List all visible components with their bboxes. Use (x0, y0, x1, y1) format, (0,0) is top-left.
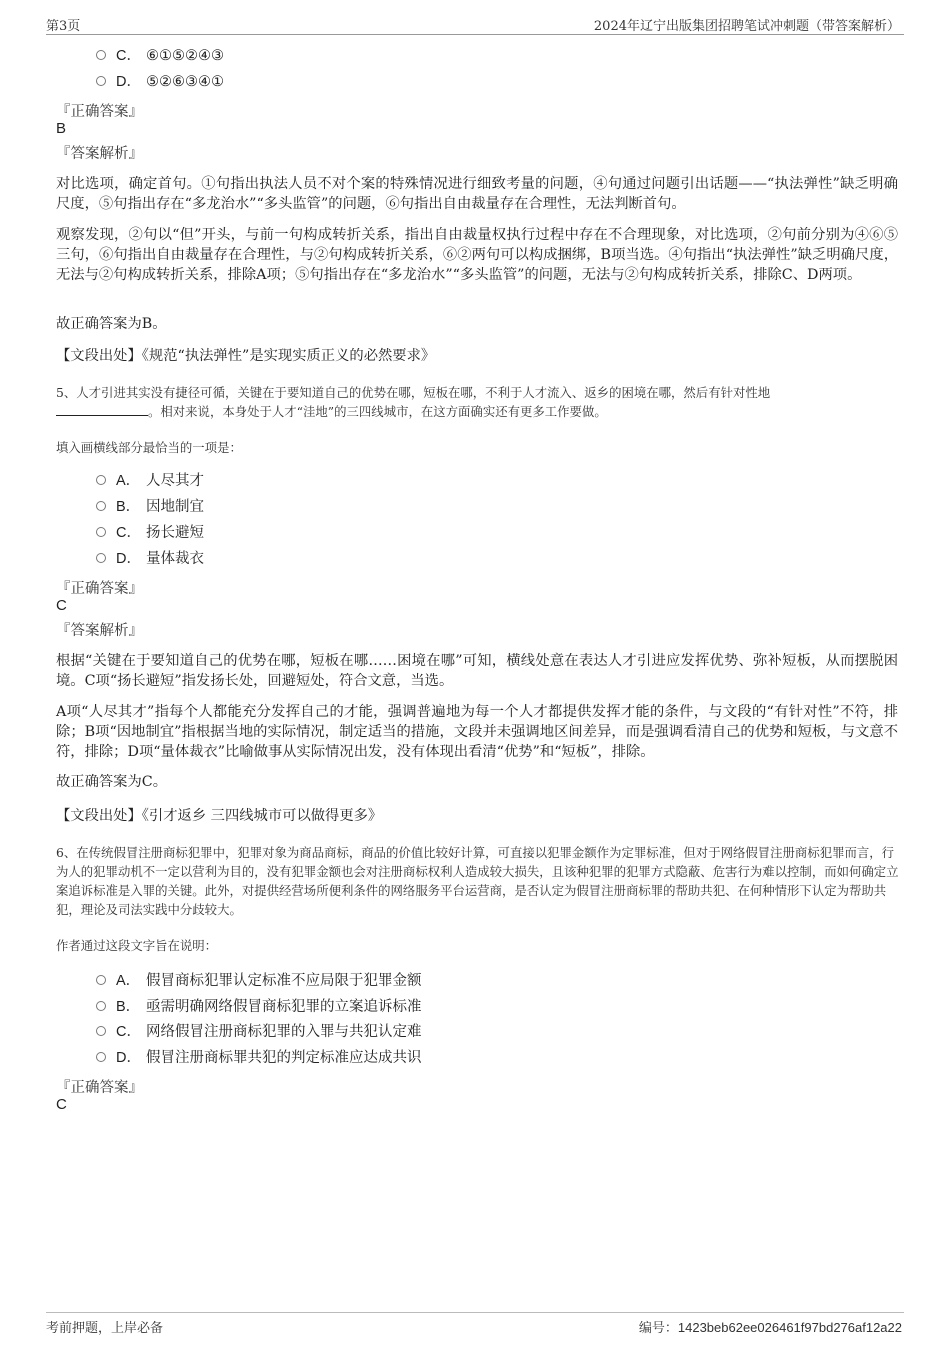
document-id: 编号：1423beb62ee026461f97bd276af12a22 (638, 1320, 902, 1335)
q4-analysis-paragraph: 对比选项，确定首句。①句指出执法人员不对个案的特殊情况进行细致考量的问题，④句通过问题引出话题——“执法弹性”缺乏明确尺度，⑤句指出存在“多龙治水”“多头监管”的问题，⑥句指出自由裁量存在合理性，无法判断首句。 (56, 176, 898, 212)
q5-prompt: 填入画横线部分最恰当的一项是： (56, 440, 242, 455)
radio-icon[interactable] (96, 50, 106, 60)
q4-answer: B (56, 120, 67, 137)
q5-answer-label: 『正确答案』 (56, 581, 143, 597)
q5-analysis-label: 『答案解析』 (56, 623, 143, 639)
q6-option-b[interactable]: B． 亟需明确网络假冒商标犯罪的立案追诉标准 (96, 997, 422, 1017)
q4-answer-label: 『正确答案』 (56, 104, 143, 120)
document-title: 2024年辽宁出版集团招聘笔试冲刺题（带答案解析） (593, 19, 900, 34)
q6-option-a[interactable]: A． 假冒商标犯罪认定标准不应局限于犯罪金额 (96, 971, 422, 991)
q4-analysis-label: 『答案解析』 (56, 146, 143, 162)
q5-answer: C (56, 597, 67, 614)
q6-question: 6、在传统假冒注册商标犯罪中，犯罪对象为商品商标，商品的价值比较好计算，可直接以犯罪金额作为定罪标准，但对于网络假冒注册商标犯罪而言，行为人的犯罪动机不一定以营利为目的，没有犯罪金额也会对注册商标权利人造成较大损失，且该种犯罪的犯罪方式隐蔽、危害行为难以控制，而如何确定立案追诉标准是入罪的关键。此外，对提供经营场所便利条件的网络服务平台运营商，是否认定为假冒注册商标罪的帮助共犯、在何种情形下认定为帮助共犯，理论及司法实践中分歧较大。 (56, 845, 899, 917)
q6-option-d[interactable]: D． 假冒注册商标罪共犯的判定标准应达成共识 (96, 1048, 422, 1068)
radio-icon[interactable] (96, 475, 106, 485)
page-header (46, 14, 904, 35)
q5-source: 【文段出处】《引才返乡 三四线城市可以做得更多》 (56, 808, 383, 824)
q5-option-b[interactable]: B． 因地制宜 (96, 497, 204, 517)
radio-icon[interactable] (96, 501, 106, 511)
q4-conclusion: 故正确答案为B。 (56, 316, 167, 332)
q6-answer-label: 『正确答案』 (56, 1080, 143, 1096)
fill-blank (56, 403, 148, 416)
radio-icon[interactable] (96, 1026, 106, 1036)
radio-icon[interactable] (96, 527, 106, 537)
footer-slogan: 考前押题，上岸必备 (46, 1321, 164, 1336)
q4-source: 【文段出处】《规范“执法弹性”是实现实质正义的必然要求》 (56, 348, 436, 364)
q5-analysis-paragraph: A项“人尽其才”指每个人都能充分发挥自己的才能，强调普遍地为每一个人才都提供发挥才能的条件，与文段的“有针对性”不符，排除；B项“因地制宜”指根据当地的实际情况，制定适当的措施，文段并未强调地区间差异，而是强调看清自己的优势和短板，与文意不符，排除；D项“量体裁衣”比喻做事从实际情况出发，没有体现出看清“优势”和“短板”，排除。 (56, 704, 898, 760)
q5-option-c[interactable]: C． 扬长避短 (96, 523, 204, 543)
q6-prompt: 作者通过这段文字旨在说明： (56, 938, 218, 953)
radio-icon[interactable] (96, 1052, 106, 1062)
q5-analysis-paragraph: 根据“关键在于要知道自己的优势在哪，短板在哪……困境在哪”可知，横线处意在表达人才引进应发挥优势、弥补短板，从而摆脱困境。C项“扬长避短”指发扬长处，回避短处，符合文意，当选。 (56, 653, 898, 689)
radio-icon[interactable] (96, 1001, 106, 1011)
q5-question: 5、人才引进其实没有捷径可循，关键在于要知道自己的优势在哪，短板在哪，不利于人才流入、返乡的困境在哪，然后有针对性地 。相对来说，本身处于人才“洼地”的三四线城市，在这方面确实还有更多工作要做。 (56, 385, 771, 419)
q4-option-c[interactable]: C． ⑥①⑤②④③ (96, 46, 224, 66)
q4-option-d[interactable]: D． ⑤②⑥③④① (96, 72, 224, 92)
page-footer (46, 1312, 904, 1337)
q6-option-c[interactable]: C． 网络假冒注册商标犯罪的入罪与共犯认定难 (96, 1022, 422, 1042)
radio-icon[interactable] (96, 553, 106, 563)
page-number: 第3页 (46, 19, 81, 34)
q5-option-a[interactable]: A． 人尽其才 (96, 471, 204, 491)
q5-conclusion: 故正确答案为C。 (56, 774, 168, 790)
radio-icon[interactable] (96, 76, 106, 86)
q4-analysis-paragraph: 观察发现，②句以“但”开头，与前一句构成转折关系，指出自由裁量权执行过程中存在不合理现象，对比选项，②句前分别为④⑥⑤三句，⑥句指出自由裁量存在合理性，与②句构成转折关系，⑥②两句可以构成捆绑，B项当选。④句指出“执法弹性”缺乏明确尺度，无法与②句构成转折关系，排除A项；⑤句指出存在“多龙治水”“多头监管”的问题，无法与②句构成转折关系，排除C、D两项。 (56, 227, 898, 283)
radio-icon[interactable] (96, 975, 106, 985)
q6-answer: C (56, 1096, 67, 1113)
q5-option-d[interactable]: D． 量体裁衣 (96, 549, 204, 569)
